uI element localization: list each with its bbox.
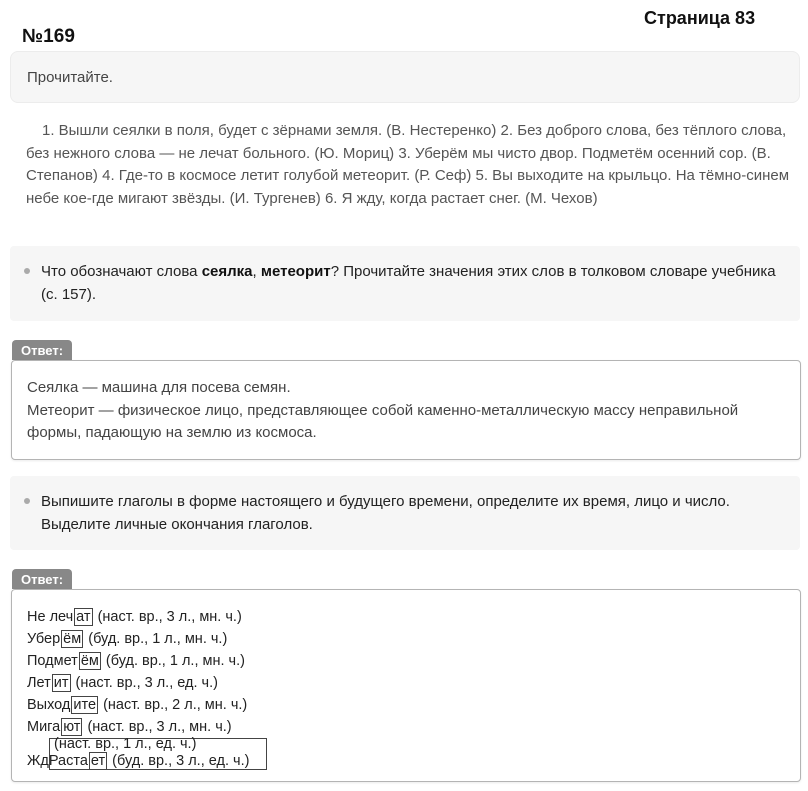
verb-note: (наст. вр., 3 л., мн. ч.) (93, 609, 242, 625)
verb-prefix: Жд (27, 753, 49, 769)
verb-stem: Не леч (27, 609, 74, 625)
verb-ending: ет (90, 753, 106, 769)
bullet-icon (24, 498, 30, 504)
verb-note: (буд. вр., 1 л., мн. ч.) (84, 631, 228, 647)
verb-ending: ём (63, 631, 82, 647)
task-number: №169 (22, 26, 75, 47)
verb-ending: ите (73, 697, 97, 713)
verb-note: (наст. вр., 3 л., мн. ч.) (83, 719, 232, 735)
verb-note: (буд. вр., 1 л., мн. ч.) (101, 653, 245, 669)
verb-note: (буд. вр., 3 л., ед. ч.) (108, 753, 250, 769)
instruction-box (10, 51, 800, 103)
verb-row-4 (27, 672, 247, 694)
page-number: Страница 83 (644, 8, 756, 28)
exercise-text: 1. Вышли сеялки в поля, будет с зёрнами земля. (В. Нестеренко) 2. Без доброго слова, без тёплого слова, без нежного слова — не лечат больного. (Ю. Мориц) 3. Уберём мы чисто двор. Подметём осенний сор. (В. Степанов) 4. Где-то в космосе летит голубой метеорит. (Р. Сеф) 5. Вы выходите на крыльцо. На тёмно-синем небе кое-где мигают звёзды. (И. Тургенев) 6. Я жду, когда растает снег. (М. Чехов) (26, 122, 790, 207)
q1-part2: ? Прочитайте значения этих слов в толковом словаре учебника (с. 157). (41, 263, 776, 303)
verb-stem: Лет (27, 675, 51, 691)
answer-1-label: Ответ: (12, 340, 72, 360)
answer-1-box (11, 360, 801, 460)
verb-row-7 (27, 736, 250, 774)
verb-stem: Мига (27, 719, 61, 735)
answer-2-label: Ответ: (12, 569, 72, 589)
verb-stem: Раста (48, 753, 88, 769)
question-2 (10, 476, 800, 550)
verb-ending: ат (76, 609, 91, 625)
question-2-text: Выпишите глаголы в форме настоящего и будущего времени, определите их время, лицо и число. Выделите личные окончания глаголов. (41, 493, 730, 533)
verb-stem: Выход (27, 697, 71, 713)
answer-1-line-2: Метеорит — физическое лицо, представляющее собой каменно-металлическую массу неправильной формы, падающую на землю из космоса. (27, 401, 739, 441)
q1-sep: , (252, 263, 261, 280)
answer-2-list (27, 606, 250, 774)
verb-row-7-text (27, 750, 249, 772)
verb-row-2 (27, 628, 247, 650)
verb-stem: Убер (27, 631, 61, 647)
verb-note: (наст. вр., 2 л., мн. ч.) (99, 697, 248, 713)
answer-2-box (11, 589, 801, 782)
q1-part1: Что обозначают слова (41, 263, 202, 280)
verb-row-1 (27, 606, 247, 628)
question-1 (10, 246, 800, 321)
answer-1-line-1: Сеялка — машина для посева семян. (27, 379, 291, 396)
verb-ending: ит (53, 675, 69, 691)
verb-ending: ют (63, 719, 81, 735)
verb-stem: Подмет (27, 653, 78, 669)
verb-note: (наст. вр., 3 л., ед. ч.) (71, 675, 218, 691)
verb-row-5 (27, 694, 247, 716)
q1-word1: сеялка (201, 263, 253, 280)
question-1-text (41, 261, 791, 306)
bullet-icon (24, 268, 30, 274)
verb-ending: ём (80, 653, 99, 669)
instruction-text: Прочитайте. (27, 69, 113, 86)
verb-row-3 (27, 650, 247, 672)
q1-word2: метеорит (260, 263, 331, 280)
answer-1-text (27, 377, 787, 445)
verb-note-top: (наст. вр., 1 л., ед. ч.) (54, 736, 197, 752)
